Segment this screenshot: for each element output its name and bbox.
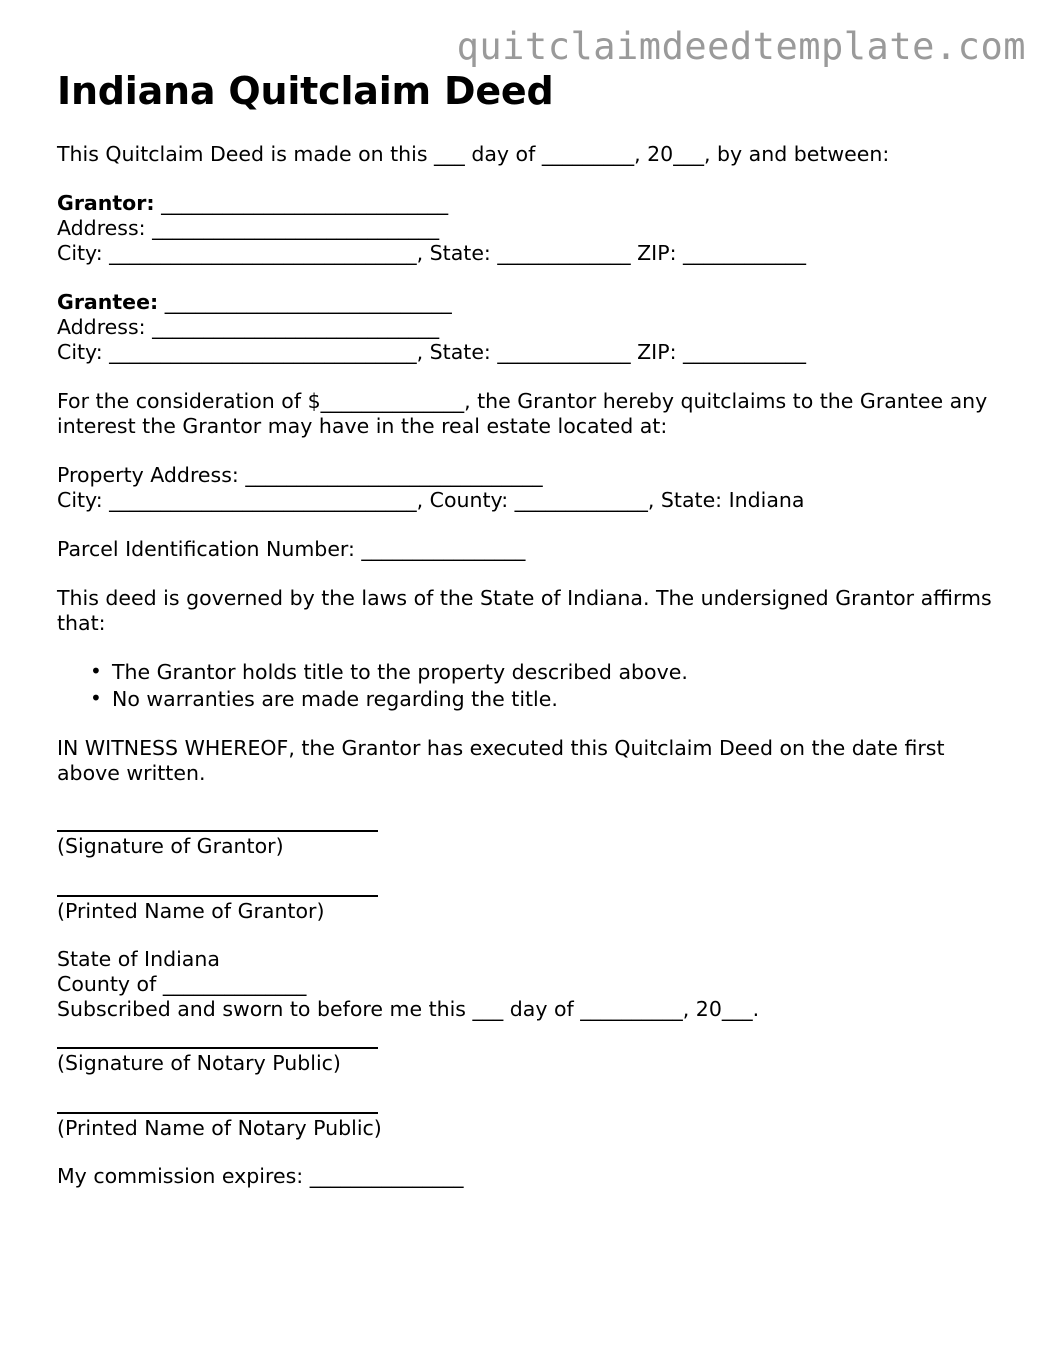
grantor-printed-name-line[interactable] — [57, 895, 378, 897]
grantor-city-field[interactable]: ______________________________ — [102, 240, 417, 265]
bullet-icon: • — [90, 685, 102, 710]
grantee-address-label: Address: — [57, 314, 146, 339]
signature-spacer — [57, 882, 1002, 895]
grantor-signature-line[interactable] — [57, 830, 378, 832]
notary-state-row: State of Indiana — [57, 946, 220, 971]
commission-expires-label: My commission expires: — [57, 1163, 304, 1188]
grantor-address-field[interactable]: ____________________________ — [145, 215, 440, 240]
property-city-label: City: — [57, 487, 103, 512]
grantee-address-field[interactable]: ____________________________ — [145, 314, 440, 339]
grantee-block — [57, 290, 1002, 365]
grantee-name-field[interactable]: ____________________________ — [158, 289, 452, 314]
grantee-zip-field[interactable]: ____________ — [676, 339, 807, 364]
property-city-county-state-row — [57, 488, 1002, 513]
grantee-city-state-zip-row — [57, 340, 1002, 365]
property-city-field[interactable]: ______________________________ — [102, 487, 417, 512]
affirmation-text: No warranties are made regarding the title. — [112, 686, 558, 711]
property-state-value: , State: Indiana — [647, 487, 805, 512]
affirmation-text: The Grantor holds title to the property described above. — [112, 659, 688, 684]
list-item — [90, 687, 1002, 712]
parcel-block — [57, 537, 1002, 562]
grantor-name-row — [57, 191, 1002, 216]
watermark-text: quitclaimdeedtemplate.com — [456, 25, 1026, 68]
parcel-row — [57, 537, 1002, 562]
notary-county-field[interactable]: ______________ — [156, 971, 307, 996]
grantee-city-label: City: — [57, 339, 103, 364]
grantee-city-field[interactable]: ______________________________ — [102, 339, 417, 364]
grantor-city-state-zip-row — [57, 241, 1002, 266]
notary-printed-name-caption: (Printed Name of Notary Public) — [57, 1115, 382, 1140]
notary-signature-spacer — [57, 1099, 1002, 1112]
document-content — [57, 70, 1002, 1189]
grantor-state-field[interactable]: _____________ — [490, 240, 631, 265]
grantor-address-label: Address: — [57, 215, 146, 240]
consideration-paragraph: For the consideration of $______________, the Grantor hereby quitclaims to the Grantee any interest the Grantor may have in the real estate located at: — [57, 388, 988, 438]
grantor-block — [57, 191, 1002, 266]
notary-printed-name-block — [57, 1112, 1002, 1141]
witness-clause-paragraph: IN WITNESS WHEREOF, the Grantor has executed this Quitclaim Deed on the date first above written. — [57, 735, 945, 785]
parcel-label: Parcel Identification Number: — [57, 536, 355, 561]
property-block — [57, 463, 1002, 513]
grantor-address-row — [57, 216, 1002, 241]
affirmations-list — [57, 660, 1002, 712]
grantor-name-label: Grantor: — [57, 190, 155, 215]
notary-county-label: County of — [57, 971, 157, 996]
notary-acknowledgment-block — [57, 947, 1002, 1022]
grantee-zip-label: ZIP: — [630, 339, 677, 364]
commission-expires-row — [57, 1164, 1002, 1189]
grantor-signature-caption: (Signature of Grantor) — [57, 833, 284, 858]
governing-law-paragraph: This deed is governed by the laws of the State of Indiana. The undersigned Grantor affirms that: — [57, 585, 992, 635]
notary-printed-name-line[interactable] — [57, 1112, 378, 1114]
bullet-icon: • — [90, 658, 102, 683]
property-address-field[interactable]: _____________________________ — [238, 462, 543, 487]
notary-county-row — [57, 972, 1002, 997]
intro-paragraph: This Quitclaim Deed is made on this ___ day of _________, 20___, by and between: — [57, 141, 890, 166]
notary-signature-block — [57, 1047, 1002, 1076]
notary-sworn-row: Subscribed and sworn to before me this ___ day of __________, 20___. — [57, 996, 760, 1021]
grantor-state-label: , State: — [416, 240, 491, 265]
page-title: Indiana Quitclaim Deed — [57, 69, 554, 113]
notary-signature-caption: (Signature of Notary Public) — [57, 1050, 341, 1075]
grantor-printed-name-block — [57, 895, 1002, 924]
grantor-city-label: City: — [57, 240, 103, 265]
grantee-state-label: , State: — [416, 339, 491, 364]
grantor-name-field[interactable]: ____________________________ — [154, 190, 449, 215]
list-item — [90, 660, 1002, 685]
grantee-address-row — [57, 315, 1002, 340]
commission-expires-field[interactable]: _______________ — [303, 1163, 464, 1188]
grantee-name-row — [57, 290, 1002, 315]
grantee-state-field[interactable]: _____________ — [490, 339, 631, 364]
notary-signature-line[interactable] — [57, 1047, 378, 1049]
parcel-field[interactable]: ________________ — [354, 536, 526, 561]
grantor-zip-label: ZIP: — [630, 240, 677, 265]
grantor-printed-name-caption: (Printed Name of Grantor) — [57, 898, 325, 923]
property-county-field[interactable]: _____________ — [508, 487, 648, 512]
grantor-signature-block — [57, 830, 1002, 859]
grantor-zip-field[interactable]: ____________ — [676, 240, 807, 265]
property-county-label: , County: — [416, 487, 509, 512]
property-address-row — [57, 463, 1002, 488]
grantee-name-label: Grantee: — [57, 289, 159, 314]
property-address-label: Property Address: — [57, 462, 239, 487]
